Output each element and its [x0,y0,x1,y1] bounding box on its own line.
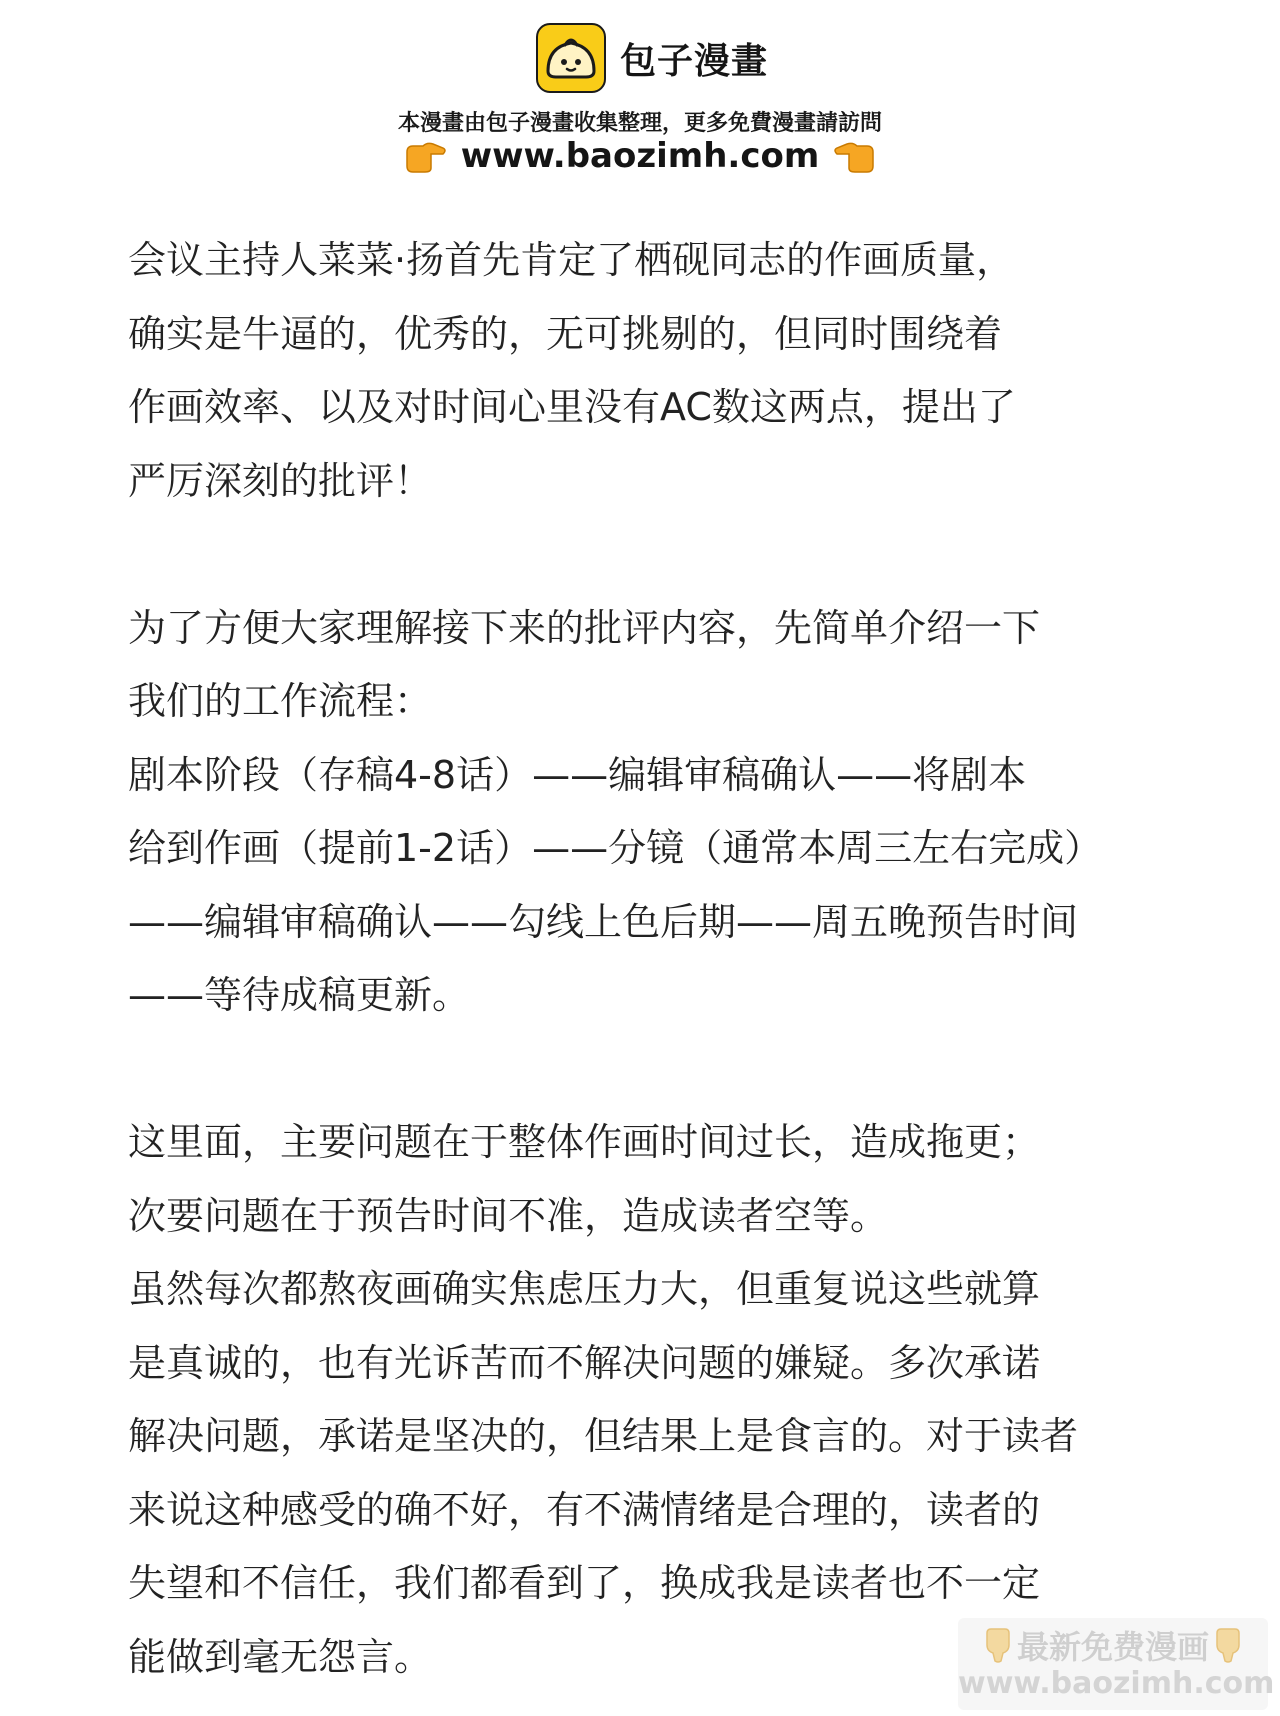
corner-watermark[interactable] [958,1618,1275,1710]
site-url-row [0,136,1280,176]
text-line: 作画效率、以及对时间心里没有AC数这两点，提出了 [128,385,1016,429]
paragraph-meeting-review [128,224,1178,518]
text-line: 确实是牛逼的，优秀的，无可挑剔的，但同时围绕着 [128,311,1003,356]
corner-watermark-url[interactable]: www.baozimh.com [958,1666,1275,1701]
pointing-down-hand-icon [983,1627,1013,1663]
text-line: 虽然每次都熬夜画确实焦虑压力大，但重复说这些就算 [128,1267,1041,1311]
site-url-link[interactable]: www.baozimh.com [460,136,820,176]
text-line: 是真诚的，也有光诉苦而不解决问题的嫌疑。多次承诺 [128,1340,1041,1385]
baozi-bun-logo-icon [536,23,606,93]
brand-logo[interactable] [536,22,768,94]
pointing-left-hand-icon [833,138,877,174]
text-line: 来说这种感受的确不好，有不满情绪是合理的，读者的 [128,1487,1041,1532]
pointing-right-hand-icon [403,138,447,174]
text-line: 给到作画（提前1-2话）——分镜（通常本周三左右完成） [128,826,1103,870]
text-line: 严厉深刻的批评！ [128,458,433,503]
paragraph-workflow [128,592,1178,1033]
pointing-down-hand-icon [1213,1627,1243,1663]
text-line: 会议主持人菜菜·扬首先肯定了栖砚同志的作画质量， [128,238,1015,282]
text-line: 能做到毫无怨言。 [128,1634,433,1679]
brand-name: 包子漫畫 [620,40,769,82]
corner-watermark-label: 最新免费漫画 [1016,1628,1209,1666]
text-line: 次要问题在于预告时间不准，造成读者空等。 [128,1193,889,1238]
collection-note: 本漫畫由包子漫畫收集整理，更多免費漫畫請訪問 [397,111,882,136]
text-line: 这里面，主要问题在于整体作画时间过长，造成拖更； [128,1120,1041,1164]
paragraph-problems [128,1106,1178,1694]
text-line: 我们的工作流程： [128,679,433,723]
article-body [128,224,1178,1694]
site-watermark-header [0,0,1280,190]
corner-watermark-label-row [958,1622,1268,1668]
text-line: 剧本阶段（存稿4-8话）——编辑审稿确认——将剧本 [128,752,1027,797]
text-line: ——编辑审稿确认——勾线上色后期——周五晚预告时间 [128,899,1079,944]
text-line: 失望和不信任，我们都看到了，换成我是读者也不一定 [128,1561,1041,1605]
text-line: 解决问题，承诺是坚决的，但结果上是食言的。对于读者 [128,1414,1079,1458]
text-line: ——等待成稿更新。 [128,973,471,1017]
text-line: 为了方便大家理解接下来的批评内容，先简单介绍一下 [128,605,1041,650]
